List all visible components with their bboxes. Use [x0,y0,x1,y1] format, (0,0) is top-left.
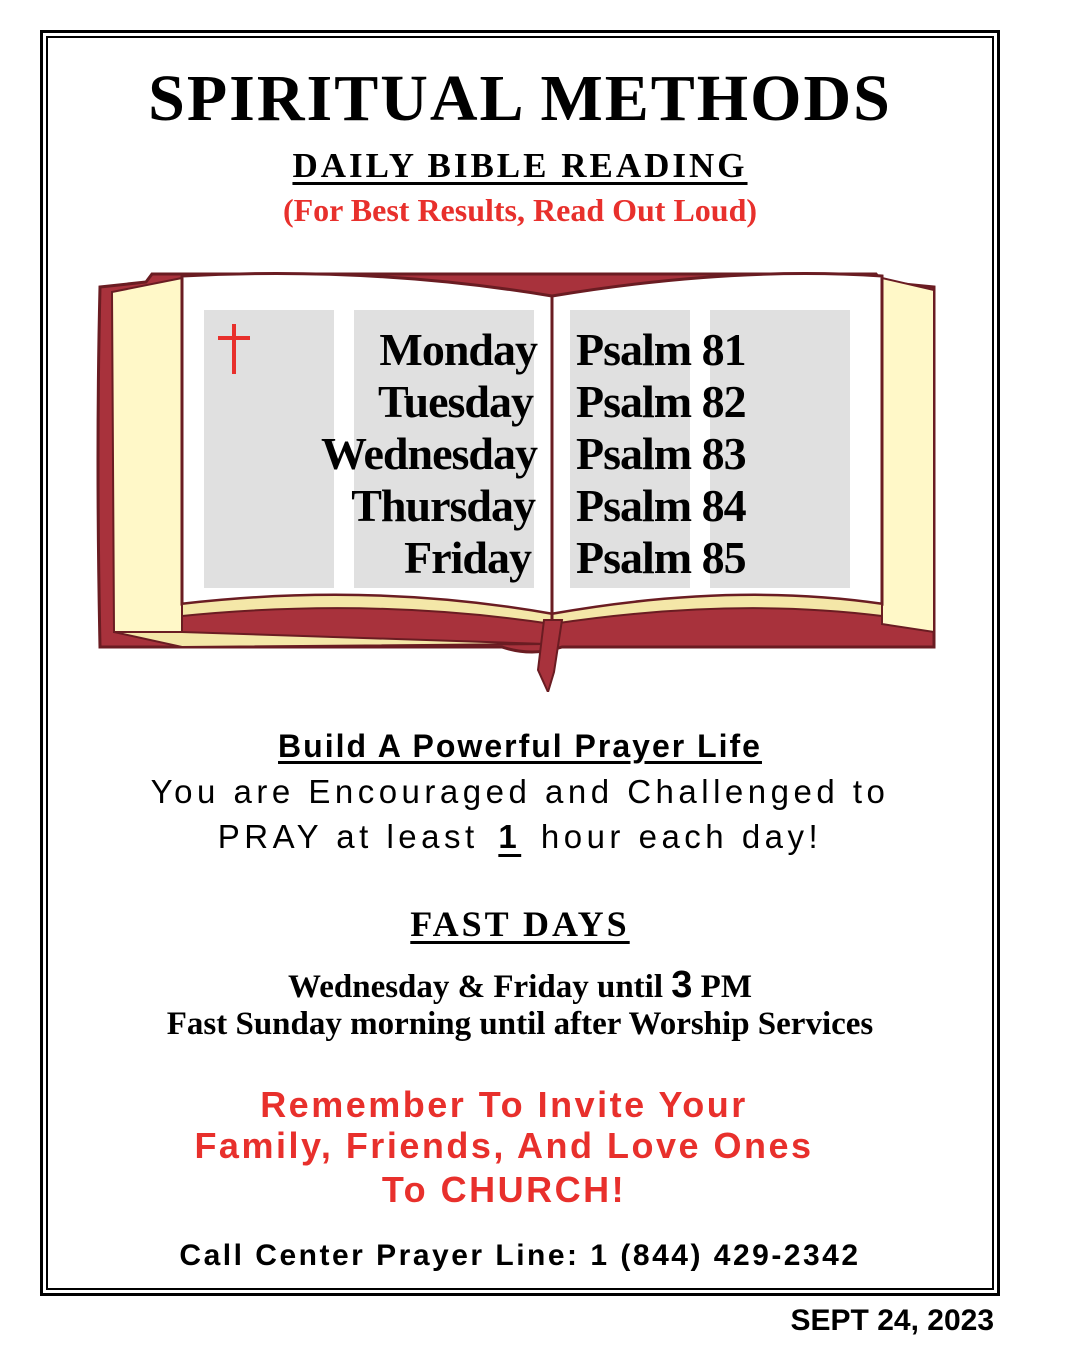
prayer-heading: Build A Powerful Prayer Life [278,728,762,764]
prayer-hours-number: 1 [498,818,522,855]
prayer-line-phone: Call Center Prayer Line: 1 (844) 429-2342 [179,1239,861,1272]
fast-line [46,966,994,1004]
reading-passage: Psalm 82 [576,376,746,427]
bulletin-date: SEPT 24, 2023 [790,1304,994,1337]
reading-day: Thursday [351,480,535,531]
fast-line-prefix: Wednesday & Friday until [288,969,664,1005]
reading-passages-column [576,324,816,584]
fast-line: Fast Sunday morning until after Worship Services [166,1006,874,1042]
reading-day: Friday [404,532,531,583]
reading-day: Wednesday [321,428,537,479]
invite-line: Remember To Invite Your [260,1084,748,1125]
reading-note: (For Best Results, Read Out Loud) [282,192,758,228]
reading-day: Monday [379,324,537,375]
reading-passage: Psalm 84 [576,480,746,531]
fast-line-suffix: PM [700,969,752,1005]
fast-days-heading: FAST DAYS [410,904,630,944]
invite-line: Family, Friends, And Love Ones [194,1125,814,1166]
fast-hour-number: 3 [671,964,693,1006]
section-subtitle: DAILY BIBLE READING [292,146,748,185]
page-title: SPIRITUAL METHODS [148,62,892,135]
invite-line: To CHURCH! [381,1169,627,1210]
reading-day: Tuesday [378,376,533,427]
reading-passage: Psalm 85 [576,532,746,583]
prayer-line [46,820,994,853]
reading-passage: Psalm 81 [576,324,746,375]
prayer-line-suffix: hour each day! [540,818,823,855]
prayer-line-prefix: PRAY at least [217,818,479,855]
reading-passage: Psalm 83 [576,428,746,479]
reading-days-column [250,324,537,584]
prayer-line: You are Encouraged and Challenged to [150,773,890,810]
